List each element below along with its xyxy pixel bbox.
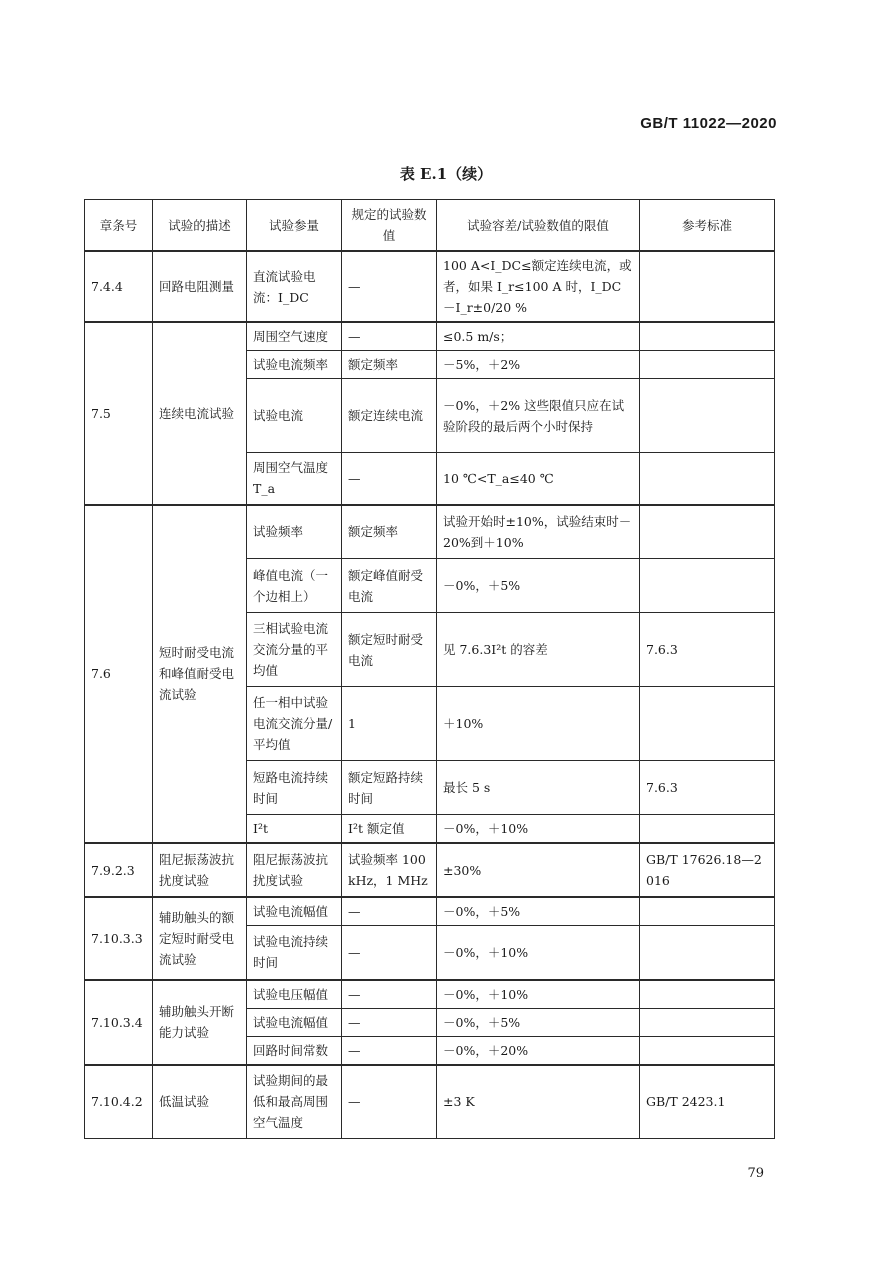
- column-header: 章条号: [85, 200, 153, 252]
- reference-cell: [640, 505, 775, 559]
- column-header: 参考标准: [640, 200, 775, 252]
- value-cell: —: [342, 322, 437, 351]
- reference-cell: [640, 251, 775, 322]
- parameter-cell: 试验电流: [247, 379, 342, 453]
- value-cell: —: [342, 980, 437, 1009]
- table-title: 表 E.1（续）: [399, 165, 493, 183]
- table-row: [85, 322, 775, 351]
- table-row: [85, 251, 775, 322]
- reference-cell: [640, 351, 775, 379]
- reference-cell: GB/T 17626.18—2016: [640, 843, 775, 897]
- clause-cell: 7.9.2.3: [85, 843, 153, 897]
- tolerance-cell: ＋10%: [437, 687, 640, 761]
- description-cell: 连续电流试验: [153, 322, 247, 505]
- table-row: [85, 1065, 775, 1139]
- tolerance-cell: 试验开始时±10%，试验结束时－20%到＋10%: [437, 505, 640, 559]
- value-cell: 额定连续电流: [342, 379, 437, 453]
- description-cell: 阻尼振荡波抗扰度试验: [153, 843, 247, 897]
- table-row: [85, 980, 775, 1009]
- clause-cell: 7.5: [85, 322, 153, 505]
- clause-cell: 7.10.4.2: [85, 1065, 153, 1139]
- table-header-row: [85, 200, 775, 252]
- description-cell: 辅助触头开断能力试验: [153, 980, 247, 1065]
- reference-cell: [640, 897, 775, 926]
- description-cell: 短时耐受电流和峰值耐受电流试验: [153, 505, 247, 844]
- parameter-cell: 阻尼振荡波抗扰度试验: [247, 843, 342, 897]
- reference-cell: [640, 559, 775, 613]
- value-cell: 试验频率 100 kHz，1 MHz: [342, 843, 437, 897]
- standard-code: GB/T 11022—2020: [640, 115, 777, 132]
- reference-cell: [640, 322, 775, 351]
- reference-cell: [640, 980, 775, 1009]
- tolerance-cell: 见 7.6.3I²t 的容差: [437, 613, 640, 687]
- description-cell: 低温试验: [153, 1065, 247, 1139]
- reference-cell: 7.6.3: [640, 613, 775, 687]
- parameter-cell: 周围空气速度: [247, 322, 342, 351]
- value-cell: —: [342, 453, 437, 505]
- tolerance-cell: 10 ℃<T_a≤40 ℃: [437, 453, 640, 505]
- column-header: 试验参量: [247, 200, 342, 252]
- value-cell: —: [342, 1036, 437, 1065]
- table-row: [85, 843, 775, 897]
- tolerance-cell: －0%，＋2% 这些限值只应在试验阶段的最后两个小时保持: [437, 379, 640, 453]
- column-header: 试验容差/试验数值的限值: [437, 200, 640, 252]
- parameter-cell: 三相试验电流交流分量的平均值: [247, 613, 342, 687]
- clause-cell: 7.6: [85, 505, 153, 844]
- value-cell: 额定峰值耐受电流: [342, 559, 437, 613]
- parameter-cell: 试验电流幅值: [247, 897, 342, 926]
- tolerance-cell: －0%，＋5%: [437, 897, 640, 926]
- parameter-cell: 短路电流持续时间: [247, 761, 342, 815]
- value-cell: —: [342, 897, 437, 926]
- tolerance-cell: ±3 K: [437, 1065, 640, 1139]
- tolerance-cell: －0%，＋10%: [437, 926, 640, 980]
- reference-cell: [640, 687, 775, 761]
- column-header: 规定的试验数值: [342, 200, 437, 252]
- value-cell: —: [342, 926, 437, 980]
- parameter-cell: I²t: [247, 815, 342, 844]
- parameter-cell: 试验电压幅值: [247, 980, 342, 1009]
- reference-cell: [640, 453, 775, 505]
- tolerance-cell: －5%，＋2%: [437, 351, 640, 379]
- reference-cell: [640, 379, 775, 453]
- tolerance-cell: －0%，＋10%: [437, 980, 640, 1009]
- value-cell: I²t 额定值: [342, 815, 437, 844]
- value-cell: 额定频率: [342, 505, 437, 559]
- parameter-cell: 试验期间的最低和最高周围空气温度: [247, 1065, 342, 1139]
- reference-cell: [640, 926, 775, 980]
- value-cell: —: [342, 1065, 437, 1139]
- value-cell: 1: [342, 687, 437, 761]
- clause-cell: 7.10.3.3: [85, 897, 153, 980]
- tolerance-cell: ≤0.5 m/s；: [437, 322, 640, 351]
- parameter-cell: 峰值电流（一个边相上）: [247, 559, 342, 613]
- tolerance-cell: －0%，＋10%: [437, 815, 640, 844]
- value-cell: —: [342, 1008, 437, 1036]
- parameter-cell: 直流试验电流：I_DC: [247, 251, 342, 322]
- clause-cell: 7.10.3.4: [85, 980, 153, 1065]
- tolerance-cell: 100 A<I_DC≤额定连续电流，或者，如果 I_r≤100 A 时，I_DC－I_r±0/20 %: [437, 251, 640, 322]
- description-cell: 辅助触头的额定短时耐受电流试验: [153, 897, 247, 980]
- value-cell: —: [342, 251, 437, 322]
- reference-cell: 7.6.3: [640, 761, 775, 815]
- reference-cell: [640, 1036, 775, 1065]
- test-tolerance-table: [84, 199, 775, 1139]
- table-row: [85, 505, 775, 559]
- reference-cell: GB/T 2423.1: [640, 1065, 775, 1139]
- reference-cell: [640, 1008, 775, 1036]
- parameter-cell: 试验频率: [247, 505, 342, 559]
- parameter-cell: 周围空气温度 T_a: [247, 453, 342, 505]
- description-cell: 回路电阻测量: [153, 251, 247, 322]
- tolerance-cell: －0%，＋5%: [437, 559, 640, 613]
- page-number: 79: [747, 1166, 764, 1181]
- parameter-cell: 试验电流持续时间: [247, 926, 342, 980]
- reference-cell: [640, 815, 775, 844]
- parameter-cell: 任一相中试验电流交流分量/平均值: [247, 687, 342, 761]
- column-header: 试验的描述: [153, 200, 247, 252]
- value-cell: 额定频率: [342, 351, 437, 379]
- parameter-cell: 试验电流频率: [247, 351, 342, 379]
- tolerance-cell: －0%，＋20%: [437, 1036, 640, 1065]
- value-cell: 额定短路持续时间: [342, 761, 437, 815]
- parameter-cell: 试验电流幅值: [247, 1008, 342, 1036]
- tolerance-cell: －0%，＋5%: [437, 1008, 640, 1036]
- table-row: [85, 897, 775, 926]
- clause-cell: 7.4.4: [85, 251, 153, 322]
- tolerance-cell: ±30%: [437, 843, 640, 897]
- value-cell: 额定短时耐受电流: [342, 613, 437, 687]
- parameter-cell: 回路时间常数: [247, 1036, 342, 1065]
- tolerance-cell: 最长 5 s: [437, 761, 640, 815]
